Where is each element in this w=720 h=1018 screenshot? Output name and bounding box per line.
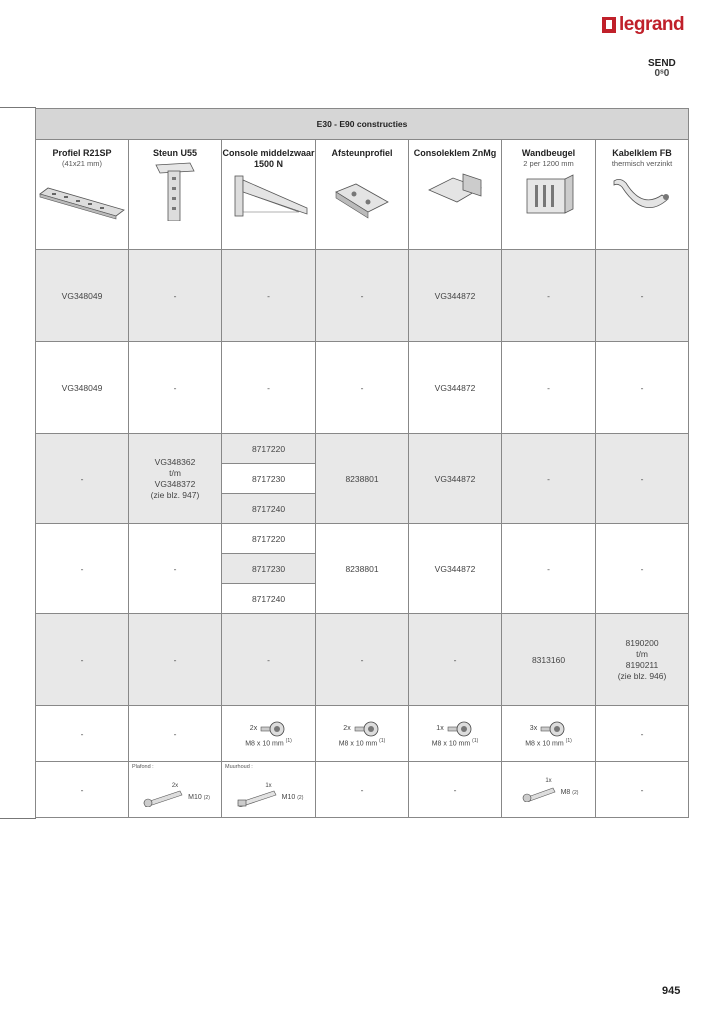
table-cell: VG344872 [409,434,502,524]
table-cell: - [129,614,222,706]
qty-label: 3x [529,725,538,733]
table-cell: - [596,762,689,818]
bottom-divider [0,818,36,819]
table-cell: 8717220 [222,524,316,554]
spec-label: M8 [560,789,571,796]
legrand-logo [602,14,684,36]
table-cell: - [316,614,409,706]
col-name: Afsteunprofiel [331,148,393,158]
support-post-icon [129,165,221,215]
spec-label: M8 x 10 mm [338,740,378,748]
table-cell: - [129,524,222,614]
table-cell: - [129,250,222,342]
table-cell: 8717240 [222,584,316,614]
table-cell: VG344872 [409,524,502,614]
console-clamp-icon [409,163,501,213]
col-header-steun [129,140,222,250]
bolt-icon [519,784,559,802]
cell-line: (zie blz. 946) [617,670,667,681]
table-cell [596,614,689,706]
table-cell: - [36,762,129,818]
table-cell [222,706,316,762]
col-header-kabelklem [596,140,689,250]
spec-label: M10 [188,794,202,801]
side-divider [0,107,36,108]
table-cell [222,762,316,818]
table-cell: VG344872 [409,342,502,434]
page-number: 945 [662,985,681,997]
table-cell: - [596,706,689,762]
table-cell [129,434,222,524]
table-cell: - [502,434,596,524]
note-label: (1) [472,737,479,744]
table-cell [409,706,502,762]
col-name: Steun U55 [152,148,197,158]
col-header-wandbeugel [502,140,596,250]
table-cell: - [596,342,689,434]
table-cell: 8238801 [316,524,409,614]
table-cell: - [596,250,689,342]
qty-label: 1x [436,725,444,733]
note-label: (2) [203,794,210,801]
table-cell: - [316,762,409,818]
table-cell: - [222,250,316,342]
legrand-logo-mark-icon [602,17,616,33]
wall-anchor-icon [234,789,280,807]
table-cell: 8313160 [502,614,596,706]
cell-line: VG348372 [154,478,196,489]
table-row [36,434,689,464]
table-cell: VG348049 [36,342,129,434]
table-row [36,762,689,818]
col-header-console [222,140,316,250]
bolt-nut-icon [539,720,567,738]
cell-line: VG348362 [154,456,196,467]
table-cell: 8717220 [222,434,316,464]
product-table [35,108,689,818]
send-mark: 0ˢ0 [654,68,670,79]
wall-bracket-icon [502,171,595,221]
table-cell: - [36,614,129,706]
qty-label: 1x [265,782,272,789]
send-text: SEND [648,58,676,69]
qty-label: 1x [545,777,552,784]
cell-line: t/m [636,648,648,659]
table-cell [502,762,596,818]
col-name: Kabelklem FB [612,148,672,158]
table-cell: - [316,250,409,342]
table-cell: VG344872 [409,250,502,342]
table-cell: - [36,706,129,762]
col-name: Consoleklem ZnMg [413,148,497,158]
corner-label: Muurhoud : [225,764,253,770]
cell-line: (zie blz. 947) [150,489,200,500]
logo-text: legrand [619,14,685,35]
support-profile-icon [316,175,408,225]
table-row [36,250,689,342]
anchor-bolt-icon [140,789,186,807]
profile-rail-icon [36,175,128,225]
spec-label: M8 x 10 mm [525,740,564,748]
spec-label: M8 x 10 mm [431,740,471,748]
cell-line: t/m [169,467,181,478]
cell-line: 8190200 [625,637,659,648]
col-header-profiel [36,140,129,250]
table-cell [502,706,596,762]
table-row [36,524,689,554]
col-name: Wandbeugel [521,148,576,158]
corner-label: Plafond : [132,764,154,770]
table-cell: 8717240 [222,494,316,524]
table-row [36,706,689,762]
note-label: (2) [297,794,304,801]
cable-clamp-icon [596,171,688,221]
table-title: E30 - E90 constructies [36,109,689,140]
table-cell: - [409,614,502,706]
col-name: Profiel R21SP [52,148,112,158]
spec-label: M10 [281,794,296,801]
console-bracket-icon [222,172,315,222]
table-cell: - [502,250,596,342]
table-cell: - [502,342,596,434]
col-header-afsteunprofiel [316,140,409,250]
table-cell: - [222,614,316,706]
col-sub: 2 per 1200 mm [523,159,574,168]
note-label: (2) [572,789,579,796]
note-label: (1) [379,737,386,744]
table-cell [129,762,222,818]
table-cell: - [502,524,596,614]
qty-label: 2x [171,782,179,789]
table-cell: - [409,762,502,818]
bolt-nut-icon [446,720,474,738]
table-cell: 8717230 [222,554,316,584]
table-cell: 8717230 [222,464,316,494]
col-sub: (41x21 mm) [61,159,102,168]
table-cell: VG348049 [36,250,129,342]
cell-line: 8190211 [625,659,659,670]
col-name: Console middelzwaar 1500 N [222,148,315,169]
qty-label: 2x [343,725,351,733]
col-sub: thermisch verzinkt [611,159,673,168]
table-cell: - [36,524,129,614]
note-label: (1) [565,737,572,744]
table-cell: - [129,706,222,762]
note-label: (1) [285,737,292,744]
table-cell [316,706,409,762]
bolt-nut-icon [259,720,287,738]
table-cell: - [129,342,222,434]
table-cell: - [596,524,689,614]
bolt-nut-icon [353,720,381,738]
table-cell: - [596,434,689,524]
qty-label: 2x [249,725,258,733]
table-cell: - [36,434,129,524]
table-cell: - [222,342,316,434]
col-header-consoleklem [409,140,502,250]
column-header-row [36,140,689,250]
table-cell: - [316,342,409,434]
send-badge [648,58,676,78]
table-row [36,342,689,434]
spec-label: M8 x 10 mm [245,740,284,748]
table-cell: 8238801 [316,434,409,524]
table-row [36,614,689,706]
